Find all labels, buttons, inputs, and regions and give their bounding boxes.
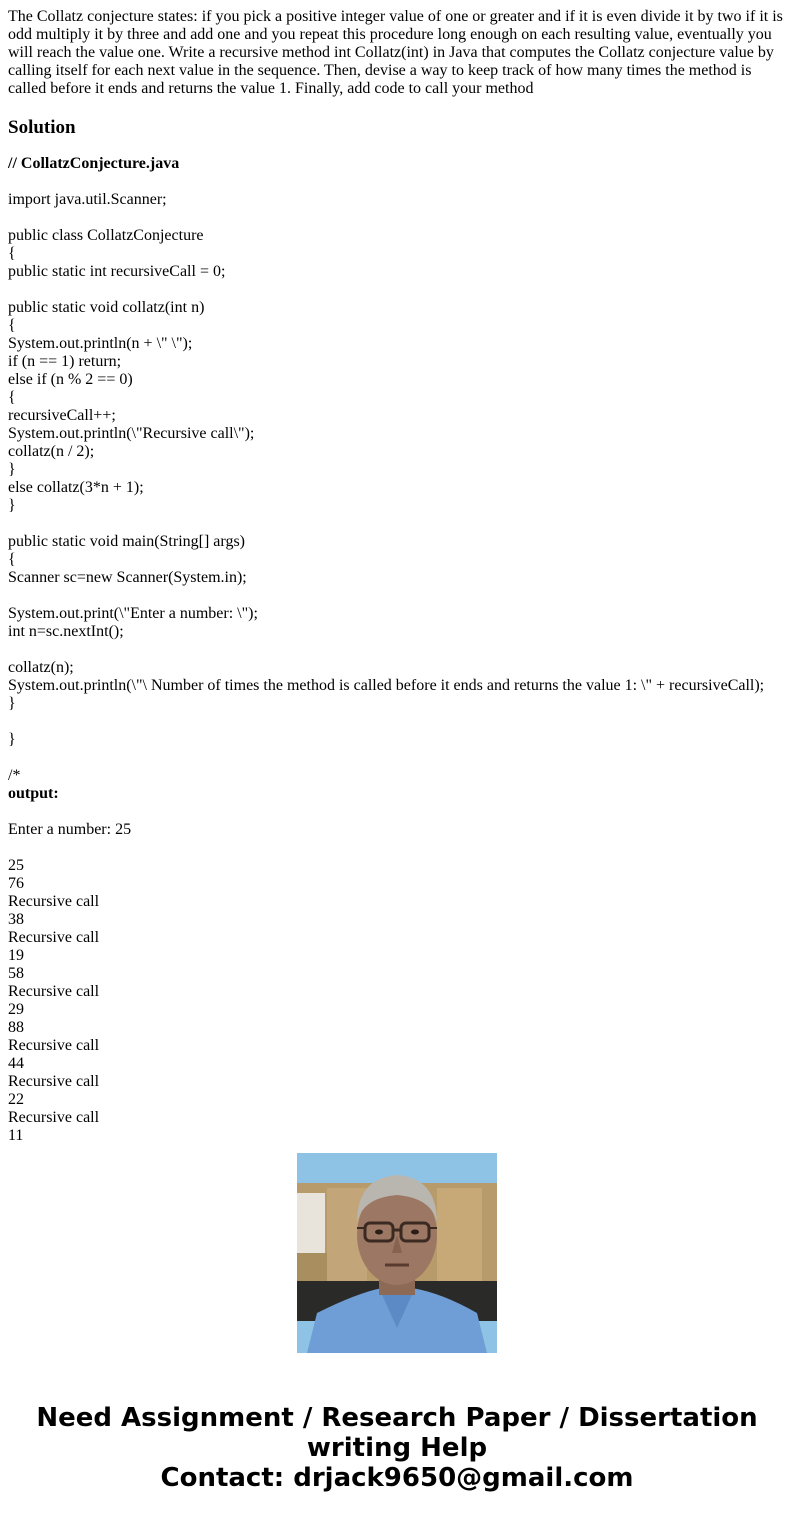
contact-banner (0, 1403, 794, 1493)
person-portrait-icon (297, 1153, 497, 1353)
output-label: output: (8, 785, 59, 802)
code-line: { (8, 389, 16, 406)
code-line: collatz(n / 2); (8, 443, 95, 460)
solution-heading: Solution (8, 117, 76, 138)
code-line: System.out.println(n + \" \"); (8, 335, 193, 352)
code-line: { (8, 245, 16, 262)
output-line: 11 (8, 1127, 24, 1144)
code-line: } (8, 731, 16, 748)
output-line: 88 (8, 1019, 24, 1036)
code-line: } (8, 695, 16, 712)
file-title: // CollatzConjecture.java (8, 155, 180, 172)
output-line: 38 (8, 911, 24, 928)
code-line: { (8, 551, 16, 568)
banner-line-2: writing Help (306, 1433, 488, 1463)
output-line: Recursive call (8, 929, 100, 946)
code-line: import java.util.Scanner; (8, 191, 167, 208)
code-line: public static void collatz(int n) (8, 299, 205, 316)
code-line: int n=sc.nextInt(); (8, 623, 124, 640)
output-line: 19 (8, 947, 24, 964)
code-line-blank (8, 713, 788, 731)
code-line-blank (8, 209, 788, 227)
code-line: else if (n % 2 == 0) (8, 371, 133, 388)
output-line: Recursive call (8, 1073, 100, 1090)
output-line: Recursive call (8, 1109, 100, 1126)
code-line: System.out.print(\"Enter a number: \"); (8, 605, 258, 622)
code-line: System.out.println(\"Recursive call\"); (8, 425, 255, 442)
code-line-blank (8, 281, 788, 299)
output-line: 76 (8, 875, 24, 892)
code-line: else collatz(3*n + 1); (8, 479, 144, 496)
output-line: 25 (8, 857, 24, 874)
banner-line-1: Need Assignment / Research Paper / Dissertation (36, 1403, 758, 1433)
code-line: } (8, 461, 16, 478)
code-line: { (8, 317, 16, 334)
comment-open: /* (8, 767, 21, 784)
prompt-line: Enter a number: 25 (8, 821, 132, 838)
code-line-blank (8, 839, 788, 857)
document-content (8, 8, 788, 1144)
code-line-blank (8, 587, 788, 605)
code-line: System.out.println(\"\ Number of times the method is called before it ends and returns the value 1: \" + recursiveCall); (8, 677, 765, 694)
code-line: public static void main(String[] args) (8, 533, 245, 550)
output-line: 22 (8, 1091, 24, 1108)
output-line: Recursive call (8, 893, 100, 910)
code-block (8, 191, 788, 1145)
output-line: Recursive call (8, 983, 100, 1000)
code-line: public static int recursiveCall = 0; (8, 263, 226, 280)
avatar (297, 1153, 497, 1353)
output-line: 44 (8, 1055, 24, 1072)
code-line: if (n == 1) return; (8, 353, 122, 370)
code-line: } (8, 497, 16, 514)
output-line: Recursive call (8, 1037, 100, 1054)
program-output (8, 857, 788, 1145)
output-line: 29 (8, 1001, 24, 1018)
code-line-blank (8, 515, 788, 533)
code-line-blank (8, 749, 788, 767)
code-line-blank (8, 803, 788, 821)
code-line: collatz(n); (8, 659, 74, 676)
banner-contact-line: Contact: drjack9650@gmail.com (160, 1463, 634, 1493)
code-line: Scanner sc=new Scanner(System.in); (8, 569, 247, 586)
code-line: public class CollatzConjecture (8, 227, 204, 244)
code-line: recursiveCall++; (8, 407, 116, 424)
output-line: 58 (8, 965, 24, 982)
question-text: The Collatz conjecture states: if you pick a positive integer value of one or greater and if it is even divide it by two if it is odd multiply it by three and add one and you repeat this procedure long enough on each resulting value, eventually you will reach the value one. Write a recursive method int Collatz(int) in Java that computes the Collatz conjecture value by calling itself for each next value in the sequence. Then, devise a way to keep track of how many times the method is called before it ends and returns the value 1. Finally, add code to call your method (8, 8, 783, 97)
code-line-blank (8, 641, 788, 659)
